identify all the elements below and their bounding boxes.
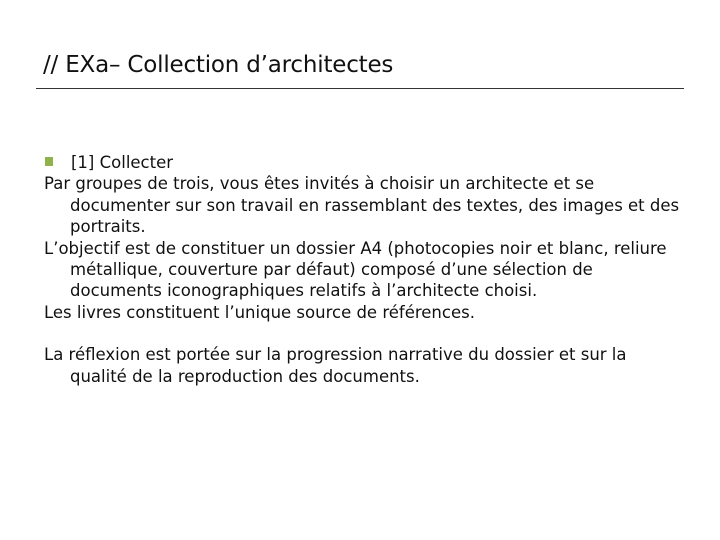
paragraph-choice: Par groupes de trois, vous êtes invités à choisir un architecte et se documenter sur son travail en rassemblant des textes, des images et des portraits.: [44, 174, 680, 237]
bullet-heading: [44, 152, 684, 173]
slide-title: // EXa– Collection d’architectes: [43, 52, 394, 78]
paragraph-sources: Les livres constituent l’unique source de références.: [44, 302, 475, 322]
square-bullet-icon: [45, 157, 53, 166]
paragraph-reflection: La réflexion est portée sur la progression narrative du dossier et sur la qualité de la reproduction des documents.: [44, 345, 627, 386]
bullet-heading-text: [1] Collecter: [71, 153, 174, 172]
paragraph-spacer: [44, 323, 684, 344]
paragraph-objective: L’objectif est de constituer un dossier A4 (photocopies noir et blanc, reliure métallique, couverture par défaut) composé d’une sélection de documents iconographiques relatifs à l’architecte choisi.: [44, 238, 667, 301]
slide-content: [44, 152, 684, 387]
title-divider: [36, 88, 684, 89]
